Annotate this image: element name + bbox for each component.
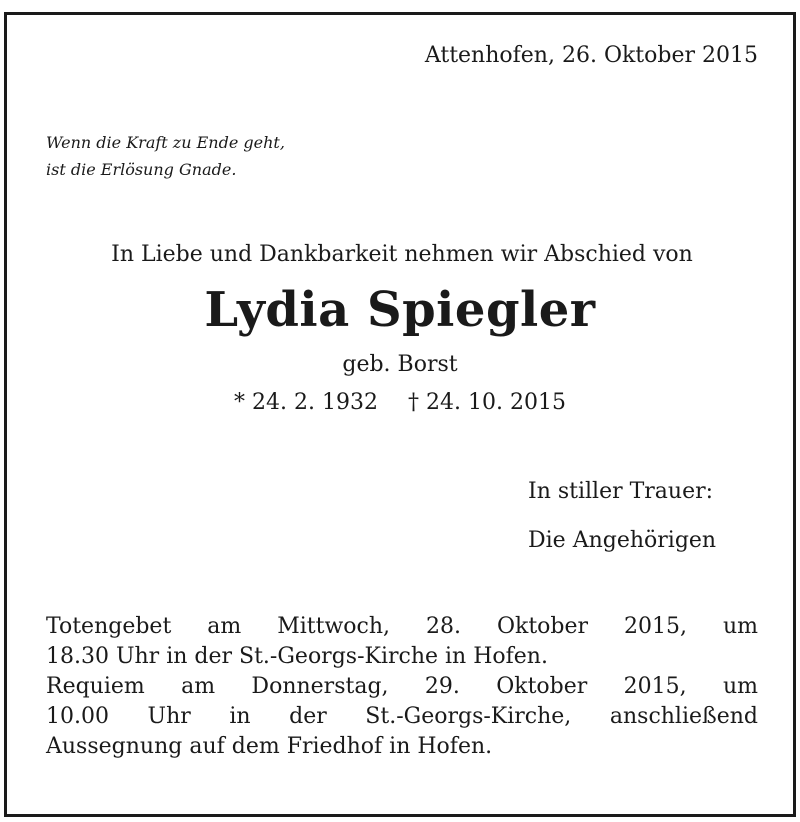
services-line-2: 18.30 Uhr in der St.-Georgs-Kirche in Hofen.	[46, 644, 548, 669]
quote-line-1: Wenn die Kraft zu Ende geht,	[46, 133, 285, 152]
services-line-5: Aussegnung auf dem Friedhof in Hofen.	[46, 734, 493, 759]
services-line-3: Requiem am Donnerstag, 29. Oktober 2015, um	[46, 674, 758, 699]
services-line-1: Totengebet am Mittwoch, 28. Oktober 2015, um	[46, 614, 758, 639]
intro-text: In Liebe und Dankbarkeit nehmen wir Abschied von	[111, 242, 693, 267]
mourning-line: In stiller Trauer:	[528, 479, 714, 504]
birth-date: * 24. 2. 1932	[234, 390, 378, 415]
quote-line-2: ist die Erlösung Gnade.	[46, 160, 237, 179]
deceased-name: Lydia Spiegler	[204, 282, 596, 338]
services-line-4: 10.00 Uhr in der St.-Georgs-Kirche, anschließend	[46, 704, 758, 729]
services-block	[46, 612, 758, 762]
maiden-name: geb. Borst	[342, 352, 458, 377]
relatives-line: Die Angehörigen	[528, 528, 717, 553]
death-date: † 24. 10. 2015	[408, 390, 566, 415]
life-dates	[0, 390, 800, 415]
place-date: Attenhofen, 26. Oktober 2015	[424, 43, 758, 68]
